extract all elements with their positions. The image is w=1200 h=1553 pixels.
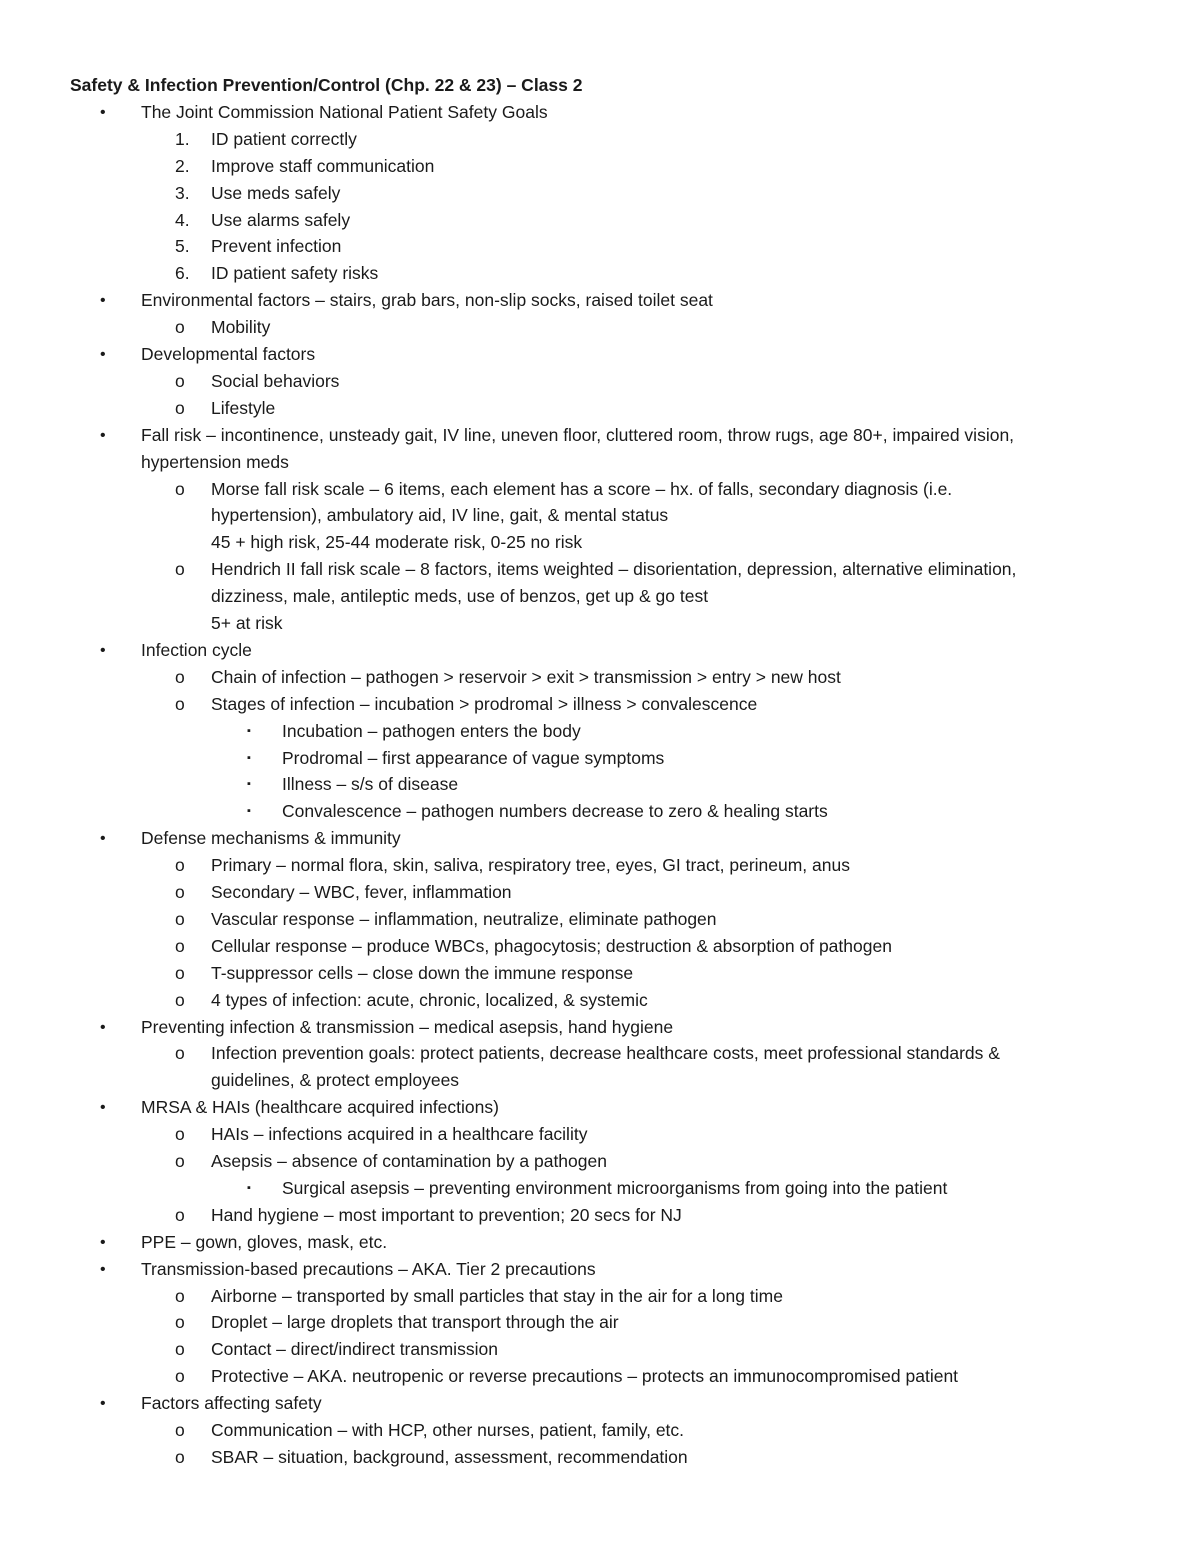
item-text: Mobility <box>211 317 271 338</box>
bullet-item <box>0 287 1200 314</box>
sub-bullet-item <box>0 556 1200 583</box>
bullet-marker: ▪ <box>247 805 251 818</box>
sub-sub-bullet-item <box>0 798 1200 825</box>
bullet-marker: • <box>100 1395 106 1413</box>
bullet-item <box>0 422 1200 449</box>
item-text: Prevent infection <box>211 236 342 257</box>
bullet-marker: o <box>175 1204 185 1225</box>
sub-bullet-item <box>0 933 1200 960</box>
bullet-marker: o <box>175 1420 185 1440</box>
item-text: PPE – gown, gloves, mask, etc. <box>141 1231 388 1252</box>
bullet-marker: o <box>175 478 185 499</box>
sub-bullet-item <box>0 987 1200 1014</box>
bullet-marker: o <box>175 855 185 876</box>
item-text: guidelines, & protect employees <box>211 1070 460 1091</box>
item-number: 5. <box>175 236 190 257</box>
sub-bullet-item <box>0 691 1200 718</box>
item-number: 1. <box>175 128 190 149</box>
bullet-marker: o <box>175 693 185 714</box>
item-text: Use meds safely <box>211 182 341 203</box>
numbered-item <box>0 180 1200 207</box>
item-text: 4 types of infection: acute, chronic, localized, & systemic <box>211 989 648 1010</box>
numbered-item <box>0 207 1200 234</box>
item-text: hypertension), ambulatory aid, IV line, gait, & mental status <box>211 505 669 526</box>
item-text: Communication – with HCP, other nurses, patient, family, etc. <box>211 1420 685 1440</box>
sub-bullet-item <box>0 1283 1200 1310</box>
bullet-item <box>0 1229 1200 1256</box>
item-number: 6. <box>175 263 190 284</box>
bullet-marker: ▪ <box>247 724 251 737</box>
bullet-marker: • <box>100 641 106 659</box>
item-text: Illness – s/s of disease <box>282 774 459 795</box>
sub-bullet-item <box>0 1309 1200 1336</box>
item-number: 3. <box>175 182 190 203</box>
item-text: Primary – normal flora, skin, saliva, respiratory tree, eyes, GI tract, perineum, anus <box>211 855 850 876</box>
bullet-marker: • <box>100 292 106 310</box>
bullet-marker: o <box>175 1446 185 1467</box>
item-text: Social behaviors <box>211 370 340 391</box>
item-text: Improve staff communication <box>211 155 435 176</box>
page-title <box>0 72 1200 99</box>
item-text: Preventing infection & transmission – medical asepsis, hand hygiene <box>141 1016 674 1037</box>
bullet-marker: • <box>100 346 106 363</box>
bullet-marker: ▪ <box>247 751 251 764</box>
bullet-marker: • <box>100 1260 106 1278</box>
sub-sub-bullet-item <box>0 771 1200 798</box>
continuation-line <box>0 610 1200 637</box>
sub-bullet-item <box>0 1336 1200 1363</box>
item-text: T-suppressor cells – close down the immune response <box>211 962 634 983</box>
item-number: 2. <box>175 155 190 176</box>
item-text: Protective – AKA. neutropenic or reverse precautions – protects an immunocompromised patient <box>211 1366 959 1387</box>
bullet-marker: o <box>175 882 185 902</box>
sub-sub-bullet-item <box>0 745 1200 772</box>
numbered-item <box>0 233 1200 260</box>
sub-bullet-item <box>0 314 1200 341</box>
bullet-marker: o <box>175 666 185 687</box>
sub-bullet-item <box>0 1040 1200 1067</box>
bullet-marker: o <box>175 1124 185 1145</box>
item-text: Stages of infection – incubation > prodromal > illness > convalescence <box>211 693 758 714</box>
item-text: Lifestyle <box>211 397 276 418</box>
bullet-marker: o <box>175 1312 185 1333</box>
sub-bullet-item <box>0 1417 1200 1444</box>
item-text: Vascular response – inflammation, neutralize, eliminate pathogen <box>211 908 717 929</box>
bullet-item <box>0 99 1200 126</box>
item-text: Transmission-based precautions – AKA. Tier 2 precautions <box>141 1258 596 1279</box>
continuation-line <box>0 1067 1200 1094</box>
bullet-marker: ▪ <box>247 778 251 791</box>
sub-bullet-item <box>0 1148 1200 1175</box>
bullet-marker: o <box>175 989 185 1010</box>
continuation-line <box>0 583 1200 610</box>
item-text: SBAR – situation, background, assessment, recommendation <box>211 1446 688 1467</box>
item-number: 4. <box>175 209 190 230</box>
bullet-marker: ▪ <box>247 1181 251 1194</box>
bullet-marker: o <box>175 317 185 338</box>
continuation-line <box>0 502 1200 529</box>
item-text: Developmental factors <box>141 344 316 364</box>
numbered-item <box>0 126 1200 153</box>
item-text: HAIs – infections acquired in a healthcare facility <box>211 1124 588 1145</box>
bullet-marker: o <box>175 1285 185 1306</box>
item-text: 5+ at risk <box>211 613 283 633</box>
bullet-marker: • <box>100 1099 106 1117</box>
item-text: Contact – direct/indirect transmission <box>211 1339 498 1360</box>
bullet-marker: o <box>175 1366 185 1387</box>
sub-bullet-item <box>0 906 1200 933</box>
sub-bullet-item <box>0 476 1200 503</box>
item-text: Factors affecting safety <box>141 1393 322 1414</box>
item-text: Hendrich II fall risk scale – 8 factors, items weighted – disorientation, depression, alternative elimination, <box>211 559 1017 580</box>
bullet-marker: o <box>175 1043 185 1064</box>
bullet-item <box>0 1390 1200 1417</box>
item-text: ID patient correctly <box>211 128 357 149</box>
sub-bullet-item <box>0 1363 1200 1390</box>
item-text: Surgical asepsis – preventing environment microorganisms from going into the patient <box>282 1177 948 1198</box>
item-text: Chain of infection – pathogen > reservoir > exit > transmission > entry > new host <box>211 666 841 687</box>
bullet-marker: • <box>100 1233 106 1251</box>
bullet-marker: • <box>100 1018 106 1036</box>
item-text: Use alarms safely <box>211 209 351 230</box>
item-text: Incubation – pathogen enters the body <box>282 720 581 741</box>
item-text: Droplet – large droplets that transport through the air <box>211 1312 619 1333</box>
sub-bullet-item <box>0 664 1200 691</box>
item-text: Infection prevention goals: protect patients, decrease healthcare costs, meet professional standards & <box>211 1043 1000 1064</box>
sub-sub-bullet-item <box>0 1175 1200 1202</box>
sub-bullet-item <box>0 1121 1200 1148</box>
bullet-item <box>0 1256 1200 1283</box>
sub-bullet-item <box>0 852 1200 879</box>
bullet-item <box>0 825 1200 852</box>
item-text: Prodromal – first appearance of vague symptoms <box>282 747 665 768</box>
bullet-marker: • <box>100 103 106 121</box>
continuation-line <box>0 449 1200 476</box>
bullet-marker: o <box>175 908 185 929</box>
bullet-item <box>0 1094 1200 1121</box>
bullet-marker: • <box>100 830 106 848</box>
item-text: MRSA & HAIs (healthcare acquired infections) <box>141 1097 499 1118</box>
item-text: Cellular response – produce WBCs, phagocytosis; destruction & absorption of pathogen <box>211 935 892 956</box>
item-text: Hand hygiene – most important to prevention; 20 secs for NJ <box>211 1204 682 1225</box>
sub-bullet-item <box>0 960 1200 987</box>
item-text: Environmental factors – stairs, grab bars, non-slip socks, raised toilet seat <box>141 290 713 311</box>
item-text: dizziness, male, antileptic meds, use of benzos, get up & go test <box>211 586 709 607</box>
continuation-line <box>0 529 1200 556</box>
title-text: Safety & Infection Prevention/Control (Chp. 22 & 23) – Class 2 <box>70 75 583 95</box>
sub-bullet-item <box>0 395 1200 422</box>
item-text: 45 + high risk, 25-44 moderate risk, 0-25 no risk <box>211 532 583 553</box>
bullet-item <box>0 341 1200 368</box>
item-text: Fall risk – incontinence, unsteady gait, IV line, uneven floor, cluttered room, throw rugs, age 80+, impaired vision, <box>141 424 1015 445</box>
sub-bullet-item <box>0 879 1200 906</box>
bullet-item <box>0 637 1200 664</box>
item-text: The Joint Commission National Patient Safety Goals <box>141 101 548 122</box>
item-text: Secondary – WBC, fever, inflammation <box>211 882 512 902</box>
bullet-marker: o <box>175 370 185 391</box>
bullet-marker: o <box>175 962 185 983</box>
item-text: Morse fall risk scale – 6 items, each element has a score – hx. of falls, secondary diagnosis (i.e. <box>211 478 953 499</box>
numbered-item <box>0 153 1200 180</box>
item-text: Convalescence – pathogen numbers decrease to zero & healing starts <box>282 801 828 822</box>
bullet-marker: o <box>175 397 185 418</box>
sub-bullet-item <box>0 1202 1200 1229</box>
bullet-marker: • <box>100 426 106 444</box>
item-text: Defense mechanisms & immunity <box>141 828 401 849</box>
numbered-item <box>0 260 1200 287</box>
bullet-marker: o <box>175 935 185 956</box>
sub-bullet-item <box>0 368 1200 395</box>
bullet-item <box>0 1014 1200 1041</box>
bullet-marker: o <box>175 559 185 580</box>
bullet-marker: o <box>175 1339 185 1360</box>
sub-sub-bullet-item <box>0 718 1200 745</box>
item-text: hypertension meds <box>141 451 289 472</box>
item-text: ID patient safety risks <box>211 263 379 284</box>
item-text: Airborne – transported by small particles that stay in the air for a long time <box>211 1285 783 1306</box>
item-text: Infection cycle <box>141 639 252 660</box>
item-text: Asepsis – absence of contamination by a pathogen <box>211 1151 607 1171</box>
sub-bullet-item <box>0 1444 1200 1471</box>
bullet-marker: o <box>175 1151 185 1171</box>
